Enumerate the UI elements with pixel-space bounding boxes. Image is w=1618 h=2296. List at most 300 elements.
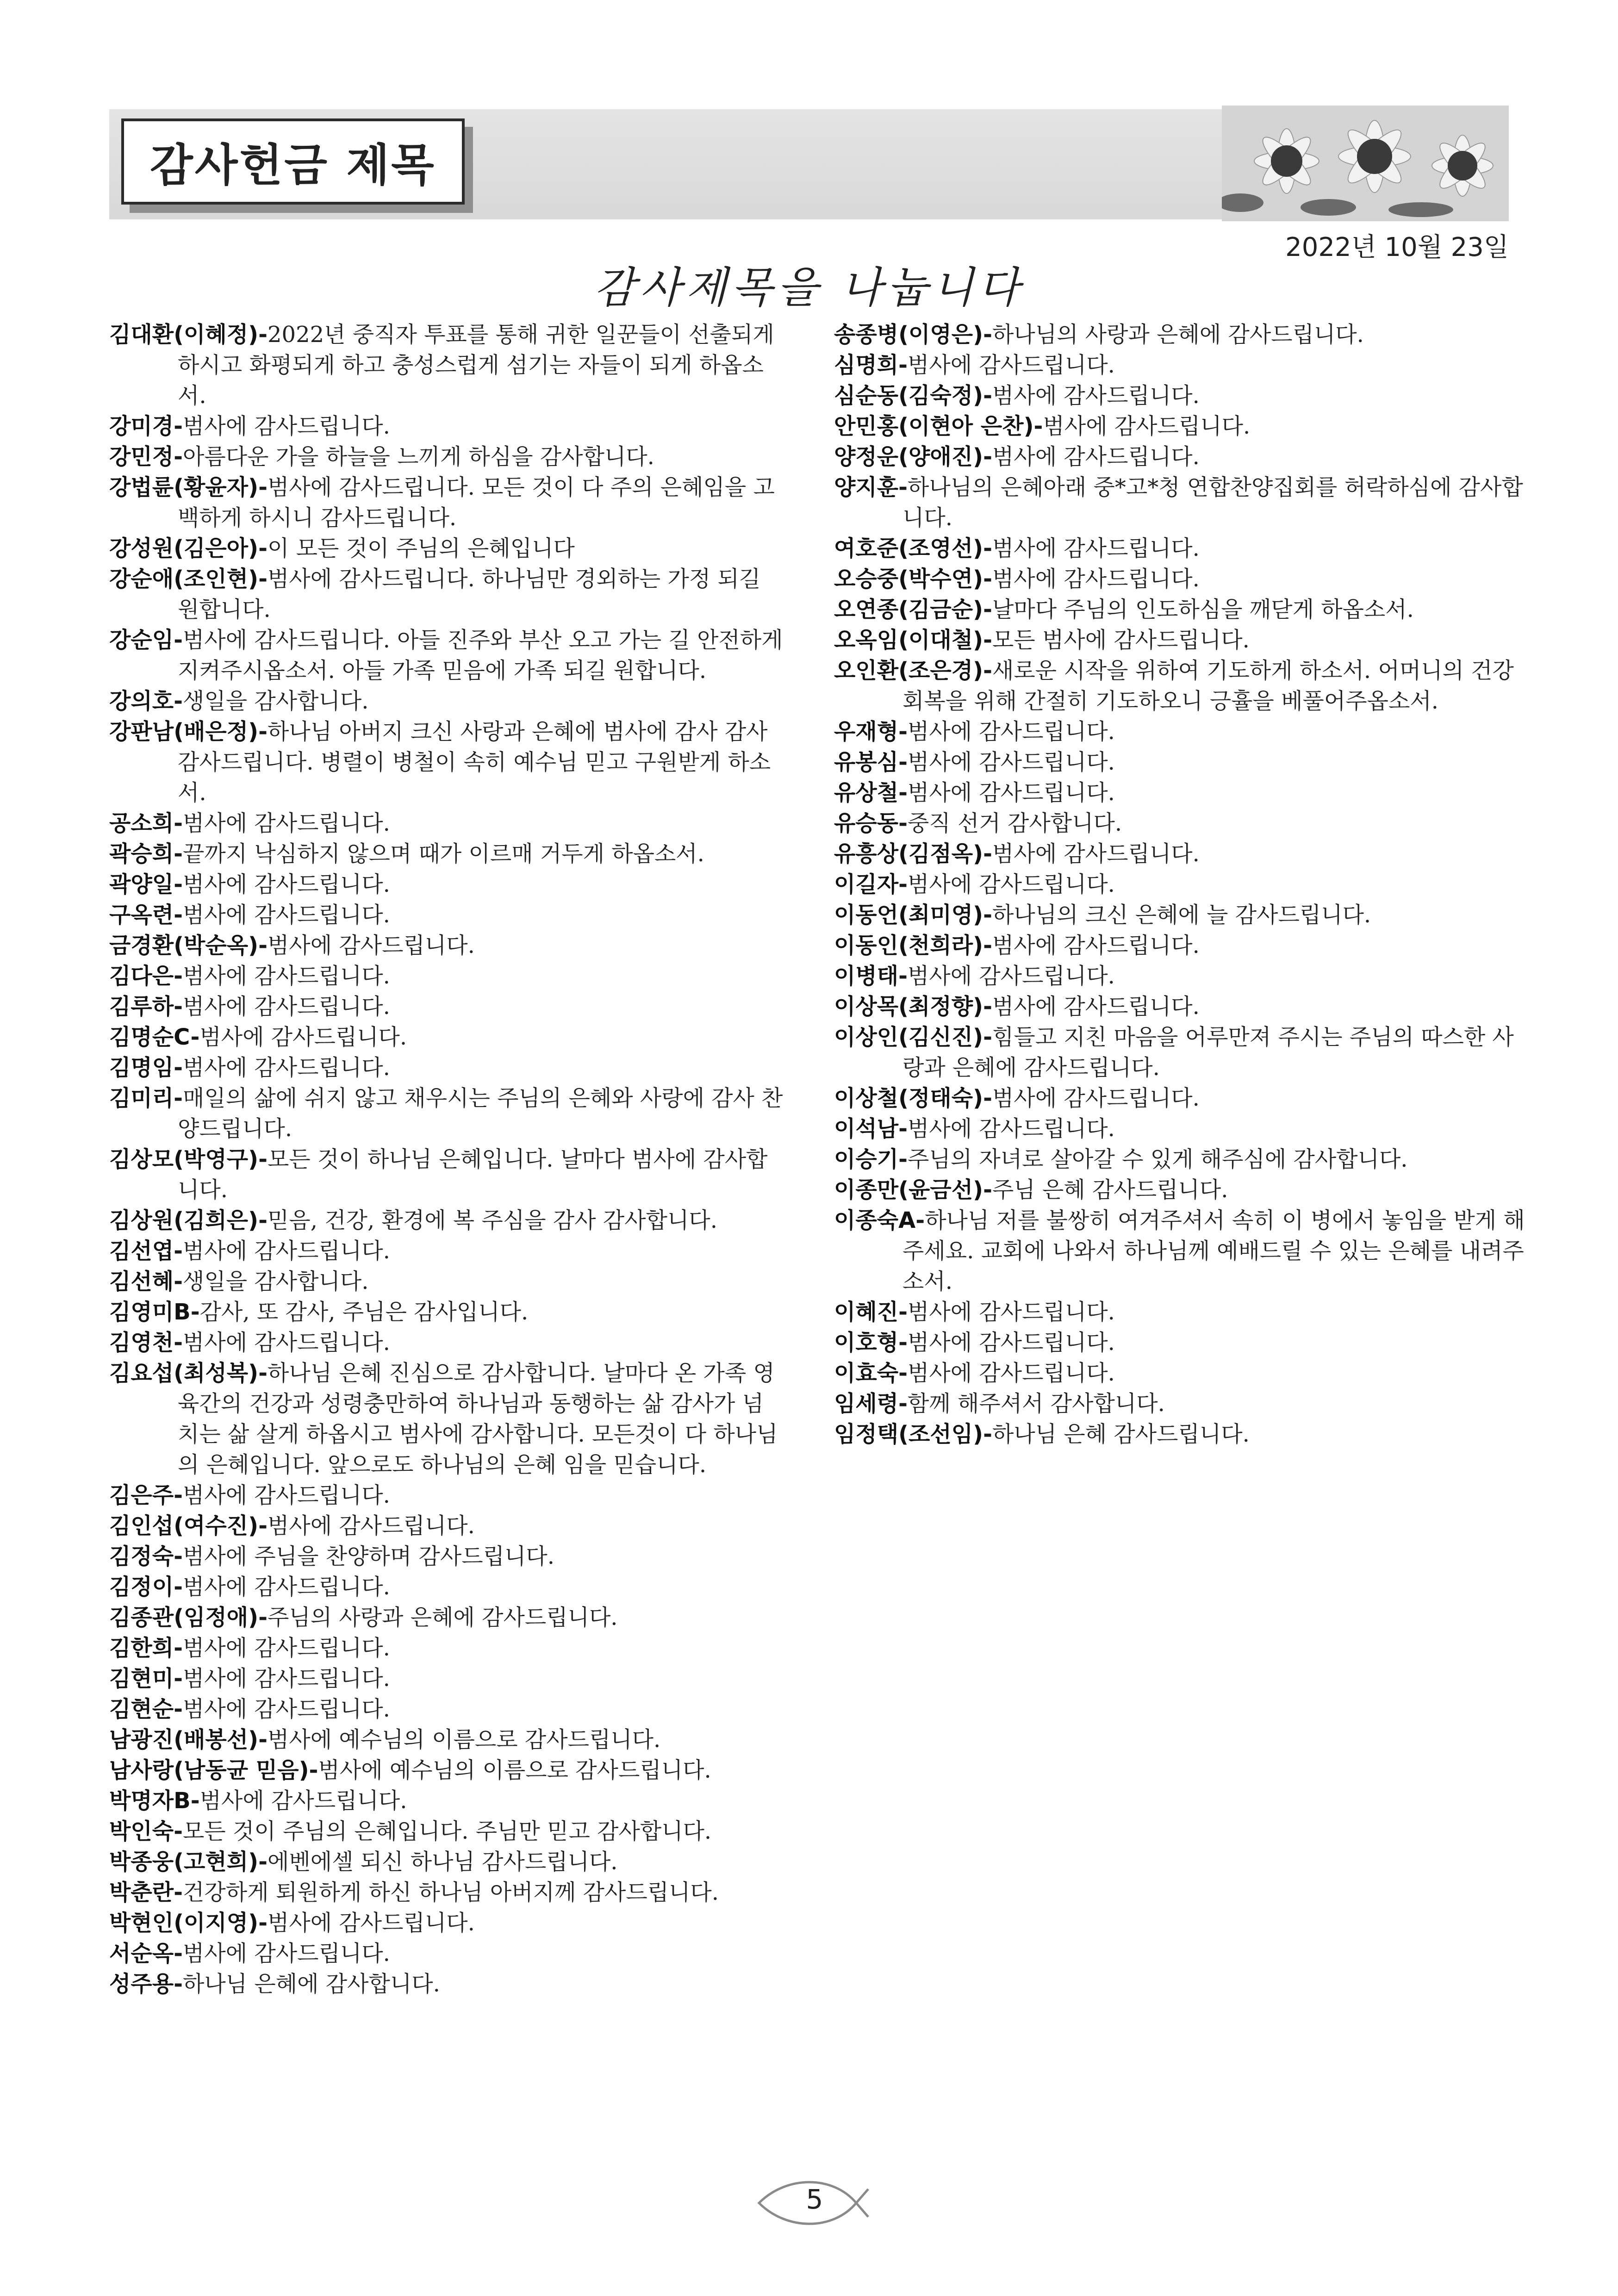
thanksgiving-message: 범사에 감사드립니다.: [183, 871, 390, 897]
donor-name: 김한희: [109, 1635, 174, 1661]
separator: -: [190, 1788, 200, 1814]
offering-entry: [109, 1847, 785, 1877]
donor-name: 김명순C: [109, 1024, 191, 1050]
donor-name: 심순동(김숙정): [834, 383, 983, 409]
thanksgiving-message: 주님의 사랑과 은혜에 감사드립니다.: [268, 1605, 618, 1630]
donor-name: 오승중(박수연): [834, 566, 983, 592]
offering-entry: [109, 533, 785, 564]
thanksgiving-message: 범사에 감사드립니다.: [908, 1330, 1115, 1356]
separator: -: [258, 719, 268, 745]
separator: -: [898, 810, 908, 836]
thanksgiving-message: 범사에 예수님의 이름으로 감사드립니다.: [318, 1757, 711, 1783]
offering-entry: [834, 930, 1528, 961]
issue-date: 2022년 10월 23일: [1285, 232, 1509, 262]
offering-entry: [109, 1236, 785, 1266]
offering-entry: [109, 1297, 785, 1327]
offering-entry: [834, 778, 1528, 808]
offering-entry: [109, 411, 785, 442]
offering-entry: [834, 1297, 1528, 1327]
thanksgiving-message: 범사에 감사드립니다.: [183, 994, 390, 1020]
separator: -: [174, 1696, 183, 1722]
thanksgiving-message: 범사에 감사드립니다.: [992, 1085, 1200, 1111]
separator: -: [258, 1360, 268, 1386]
donor-name: 박인숙: [109, 1818, 174, 1844]
offering-entry: [834, 1114, 1528, 1144]
separator: -: [983, 933, 993, 958]
thanksgiving-message: 범사에 감사드립니다.: [183, 413, 390, 439]
separator: -: [258, 322, 268, 348]
donor-name: 김인섭(여수진): [109, 1513, 259, 1539]
thanksgiving-message: 범사에 감사드립니다.: [908, 719, 1115, 745]
thanksgiving-message: 새로운 시작을 위하여 기도하게 하소서. 어머니의 건강 회복을 위해 간절히 기도하오니 긍휼을 베풀어주옵소서.: [902, 658, 1514, 714]
offering-entry: [834, 380, 1528, 411]
donor-name: 이효숙: [834, 1360, 899, 1386]
right-column: [834, 319, 1528, 1450]
donor-name: 서순옥: [109, 1941, 174, 1966]
offering-entry: [834, 869, 1528, 900]
offering-entry: [109, 1480, 785, 1511]
donor-name: 유봉심: [834, 749, 899, 775]
offering-entry: [109, 1816, 785, 1847]
separator: -: [258, 1513, 268, 1539]
donor-name: 김다은: [109, 963, 174, 989]
offering-entry: [834, 716, 1528, 747]
thanksgiving-message: 범사에 감사드립니다.: [908, 1299, 1115, 1325]
offering-entry: [834, 564, 1528, 594]
donor-name: 곽양일: [109, 871, 174, 897]
thanksgiving-message: 범사에 감사드립니다.: [1043, 413, 1251, 439]
separator: -: [983, 535, 993, 561]
separator: -: [174, 841, 183, 867]
thanksgiving-message: 감사, 또 감사, 주님은 감사입니다.: [199, 1299, 529, 1325]
donor-name: 김현미: [109, 1666, 174, 1692]
thanksgiving-message: 범사에 감사드립니다.: [183, 1055, 390, 1081]
offering-entry: [834, 594, 1528, 625]
thanksgiving-message: 범사에 감사드립니다. 하나님만 경외하는 가정 되길 원합니다.: [178, 566, 761, 622]
thanksgiving-message: 주님 은혜 감사드립니다.: [992, 1177, 1228, 1203]
offering-entry: [834, 533, 1528, 564]
offering-entry: [109, 961, 785, 991]
separator: -: [258, 933, 268, 958]
offering-entry: [109, 1205, 785, 1236]
donor-name: 유흥상(김점옥): [834, 841, 983, 867]
donor-name: 양정운(양애진): [834, 444, 983, 470]
separator: -: [174, 1666, 183, 1692]
offering-entry: [109, 900, 785, 930]
offering-entry: [109, 1786, 785, 1816]
offering-entry: [834, 319, 1528, 350]
thanksgiving-message: 범사에 감사드립니다.: [268, 933, 475, 958]
donor-name: 강의호: [109, 688, 174, 714]
offering-entry: [109, 1572, 785, 1602]
donor-name: 강순임: [109, 627, 174, 653]
thanksgiving-message: 모든 것이 하나님 은혜입니다. 날마다 범사에 감사합니다.: [178, 1146, 768, 1203]
offering-entry: [109, 1052, 785, 1083]
offering-entry: [109, 1663, 785, 1694]
thanksgiving-message: 범사에 감사드립니다.: [992, 444, 1200, 470]
thanksgiving-message: 범사에 감사드립니다.: [992, 841, 1200, 867]
separator: -: [174, 1635, 183, 1661]
separator: -: [174, 688, 183, 714]
section-title-box: [121, 118, 465, 205]
separator: -: [190, 1024, 200, 1050]
donor-name: 박종웅(고현희): [109, 1849, 259, 1875]
separator: -: [309, 1757, 318, 1783]
offering-entry: [109, 1327, 785, 1358]
offering-entry: [109, 319, 785, 411]
thanksgiving-message: 모든 범사에 감사드립니다.: [992, 627, 1250, 653]
separator: -: [898, 1116, 908, 1142]
separator: -: [190, 1299, 200, 1325]
donor-name: 강법륜(황윤자): [109, 474, 259, 500]
thanksgiving-message: 범사에 감사드립니다.: [183, 1482, 390, 1508]
thanksgiving-message: 중직 선거 감사합니다.: [908, 810, 1122, 836]
thanksgiving-message: 범사에 감사드립니다.: [199, 1788, 407, 1814]
donor-name: 구옥련: [109, 902, 174, 928]
separator: -: [174, 1543, 183, 1569]
offering-entry: [834, 442, 1528, 472]
thanksgiving-message: 범사에 감사드립니다.: [183, 1574, 390, 1600]
offering-entry: [834, 655, 1528, 716]
offering-entry: [834, 411, 1528, 442]
offering-entry: [109, 808, 785, 839]
offering-entry: [109, 1602, 785, 1633]
offering-entry: [834, 747, 1528, 778]
separator: -: [915, 1207, 925, 1233]
offering-entry: [109, 1969, 785, 1999]
separator: -: [898, 871, 908, 897]
donor-name: 박춘란: [109, 1879, 174, 1905]
donor-name: 금경환(박순옥): [109, 933, 259, 958]
separator: -: [983, 841, 993, 867]
donor-name: 박현인(이지영): [109, 1910, 259, 1936]
thanksgiving-message: 끝까지 낙심하지 않으며 때가 이르매 거두게 하옵소서.: [183, 841, 704, 867]
offering-entry: [109, 472, 785, 533]
donor-name: 여호준(조영선): [834, 535, 983, 561]
offering-entry: [109, 1511, 785, 1541]
separator: -: [174, 1330, 183, 1356]
donor-name: 강민정: [109, 444, 174, 470]
donor-name: 이종만(윤금선): [834, 1177, 983, 1203]
thanksgiving-message: 매일의 삶에 쉬지 않고 채우시는 주님의 은혜와 사랑에 감사 찬양드립니다.: [178, 1085, 783, 1142]
separator: -: [898, 1330, 908, 1356]
separator: -: [1033, 413, 1043, 439]
separator: -: [983, 994, 993, 1020]
donor-name: 김상모(박영구): [109, 1146, 259, 1172]
donor-name: 유상철: [834, 780, 899, 806]
thanksgiving-message: 힘들고 지친 마음을 어루만져 주시는 주님의 따스한 사랑과 은혜에 감사드립니다.: [902, 1024, 1514, 1081]
donor-name: 이석남: [834, 1116, 899, 1142]
donor-name: 임정택(조선임): [834, 1421, 983, 1447]
thanksgiving-message: 에벤에셀 되신 하나님 감사드립니다.: [268, 1849, 618, 1875]
offering-entry: [109, 930, 785, 961]
offering-entry: [109, 1633, 785, 1663]
donor-name: 김선엽: [109, 1238, 174, 1264]
thanksgiving-message: 하나님 은혜에 감사합니다.: [183, 1971, 440, 1997]
separator: -: [174, 994, 183, 1020]
thanksgiving-message: 범사에 예수님의 이름으로 감사드립니다.: [268, 1727, 661, 1753]
thanksgiving-message: 생일을 감사합니다.: [183, 1269, 369, 1294]
offering-entry: [109, 686, 785, 716]
separator: -: [258, 535, 268, 561]
thanksgiving-message: 범사에 감사드립니다.: [183, 1238, 390, 1264]
separator: -: [174, 413, 183, 439]
donor-name: 오인환(조은경): [834, 658, 983, 684]
donor-name: 강미경: [109, 413, 174, 439]
offering-entry: [109, 716, 785, 808]
separator: -: [174, 1879, 183, 1905]
donor-name: 김미리: [109, 1085, 174, 1111]
thanksgiving-message: 범사에 감사드립니다.: [183, 1941, 390, 1966]
thanksgiving-message: 범사에 감사드립니다.: [908, 871, 1115, 897]
offering-entry: [109, 1938, 785, 1969]
thanksgiving-message: 2022년 중직자 투표를 통해 귀한 일꾼들이 선출되게 하시고 화평되게 하고 충성스럽게 섬기는 자들이 되게 하옵소서.: [178, 322, 774, 409]
separator: -: [258, 1727, 268, 1753]
donor-name: 김은주: [109, 1482, 174, 1508]
page-number: 5: [806, 2184, 823, 2215]
thanksgiving-message: 범사에 감사드립니다.: [908, 963, 1115, 989]
thanksgiving-message: 생일을 감사합니다.: [183, 688, 369, 714]
separator: -: [983, 597, 993, 622]
separator: -: [174, 627, 183, 653]
separator: -: [174, 444, 183, 470]
separator: -: [174, 1269, 183, 1294]
offering-entry: [834, 991, 1528, 1022]
thanksgiving-message: 하나님의 사랑과 은혜에 감사드립니다.: [992, 322, 1364, 348]
thanksgiving-message: 함께 해주셔서 감사합니다.: [908, 1391, 1165, 1417]
thanksgiving-message: 범사에 감사드립니다.: [908, 749, 1115, 775]
donor-name: 이상목(최정향): [834, 994, 983, 1020]
offering-entry: [834, 839, 1528, 869]
donor-name: 공소희: [109, 810, 174, 836]
thanksgiving-message: 모든 것이 주님의 은혜입니다. 주님만 믿고 감사합니다.: [183, 1818, 712, 1844]
donor-name: 심명희: [834, 352, 899, 378]
separator: -: [898, 1146, 908, 1172]
donor-name: 이상철(정태숙): [834, 1085, 983, 1111]
thanksgiving-message: 하나님 아버지 크신 사랑과 은혜에 범사에 감사 감사 감사드립니다. 병렬이 병철이 속히 예수님 믿고 구원받게 하소서.: [178, 719, 771, 806]
donor-name: 김요섭(최성복): [109, 1360, 259, 1386]
donor-name: 송종병(이영은): [834, 322, 983, 348]
offering-entry: [834, 625, 1528, 655]
offering-entry: [109, 1908, 785, 1938]
separator: -: [898, 1299, 908, 1325]
separator: -: [898, 780, 908, 806]
thanksgiving-message: 범사에 감사드립니다.: [908, 780, 1115, 806]
offering-entry: [109, 564, 785, 625]
separator: -: [983, 444, 993, 470]
separator: -: [983, 1421, 993, 1447]
donor-name: 임세령: [834, 1391, 899, 1417]
thanksgiving-message: 하나님의 은혜아래 중*고*청 연합찬양집회를 허락하심에 감사합니다.: [902, 474, 1523, 531]
offering-entry: [834, 1083, 1528, 1114]
donor-name: 김대환(이혜정): [109, 322, 259, 348]
handwritten-subtitle: 감사제목을 나눕니다: [594, 263, 1024, 312]
offering-entry: [834, 1327, 1528, 1358]
donor-name: 이승기: [834, 1146, 899, 1172]
donor-name: 김루하: [109, 994, 174, 1020]
separator: -: [983, 1024, 993, 1050]
separator: -: [174, 1818, 183, 1844]
separator: -: [898, 963, 908, 989]
thanksgiving-message: 범사에 감사드립니다.: [992, 994, 1200, 1020]
thanksgiving-message: 건강하게 퇴원하게 하신 하나님 아버지께 감사드립니다.: [183, 1879, 719, 1905]
thanksgiving-message: 범사에 감사드립니다.: [199, 1024, 407, 1050]
separator: -: [258, 1207, 268, 1233]
donor-name: 이혜진: [834, 1299, 899, 1325]
separator: -: [174, 871, 183, 897]
thanksgiving-message: 하나님 은혜 감사드립니다.: [992, 1421, 1250, 1447]
thanksgiving-message: 범사에 감사드립니다.: [183, 1635, 390, 1661]
donor-name: 김선혜: [109, 1269, 174, 1294]
thanksgiving-message: 범사에 감사드립니다.: [183, 902, 390, 928]
donor-name: 김정숙: [109, 1543, 174, 1569]
donor-name: 이호형: [834, 1330, 899, 1356]
thanksgiving-message: 이 모든 것이 주님의 은혜입니다: [268, 535, 575, 561]
offering-entry: [834, 472, 1528, 533]
separator: -: [258, 1605, 268, 1630]
thanksgiving-message: 범사에 감사드립니다.: [992, 383, 1200, 409]
thanksgiving-message: 범사에 감사드립니다.: [183, 1666, 390, 1692]
offering-entry: [109, 1541, 785, 1572]
donor-name: 이상인(김신진): [834, 1024, 983, 1050]
donor-name: 오옥임(이대철): [834, 627, 983, 653]
offering-entry: [109, 869, 785, 900]
thanksgiving-message: 범사에 감사드립니다.: [183, 1330, 390, 1356]
donor-name: 이병태: [834, 963, 899, 989]
donor-name: 이종숙A: [834, 1207, 916, 1233]
donor-name: 유승동: [834, 810, 899, 836]
thanksgiving-message: 범사에 감사드립니다.: [183, 810, 390, 836]
separator: -: [898, 474, 908, 500]
offering-entry: [109, 1144, 785, 1205]
separator: -: [898, 1391, 908, 1417]
thanksgiving-message: 범사에 감사드립니다.: [268, 1910, 475, 1936]
donor-name: 이길자: [834, 871, 899, 897]
donor-name: 김상원(김희은): [109, 1207, 259, 1233]
thanksgiving-message: 범사에 감사드립니다.: [908, 352, 1115, 378]
offering-entry: [109, 1358, 785, 1480]
offering-entry: [834, 350, 1528, 380]
offering-entry: [109, 1877, 785, 1908]
thanksgiving-message: 범사에 감사드립니다.: [268, 1513, 475, 1539]
donor-name: 김종관(임정애): [109, 1605, 259, 1630]
offering-entry: [109, 1755, 785, 1786]
offering-entry: [109, 991, 785, 1022]
donor-name: 이동언(최미영): [834, 902, 983, 928]
separator: -: [174, 902, 183, 928]
separator: -: [983, 1085, 993, 1111]
thanksgiving-message: 날마다 주님의 인도하심을 깨닫게 하옵소서.: [992, 597, 1414, 622]
sunflower-illustration: [1222, 106, 1509, 221]
thanksgiving-message: 하나님 은혜 진심으로 감사합니다. 날마다 온 가족 영육간의 건강과 성령충만하여 하나님과 동행하는 삶 감사가 넘치는 삶 살게 하옵시고 범사에 감사합니다. 모든것이 다 하나님의 은혜입니다. 앞으로도 하나님의 은혜 임을 믿습니다.: [178, 1360, 778, 1478]
separator: -: [174, 1055, 183, 1081]
separator: -: [174, 1941, 183, 1966]
separator: -: [258, 1146, 268, 1172]
offering-entry: [834, 808, 1528, 839]
separator: -: [174, 810, 183, 836]
separator: -: [983, 566, 993, 592]
separator: -: [983, 658, 993, 684]
thanksgiving-message: 범사에 감사드립니다.: [908, 1116, 1115, 1142]
separator: -: [258, 1910, 268, 1936]
donor-name: 김영미B: [109, 1299, 191, 1325]
separator: -: [983, 627, 993, 653]
thanksgiving-message: 범사에 감사드립니다. 아들 진주와 부산 오고 가는 길 안전하게 지켜주시옵소서. 아들 가족 믿음에 가족 되길 원합니다.: [178, 627, 783, 684]
thanksgiving-message: 하나님 저를 불쌍히 여겨주셔서 속히 이 병에서 놓임을 받게 해 주세요. 교회에 나와서 하나님께 예배드릴 수 있는 은혜를 내려주소서.: [902, 1207, 1525, 1294]
separator: -: [174, 1971, 183, 1997]
offering-entry: [109, 839, 785, 869]
separator: -: [258, 1849, 268, 1875]
separator: -: [898, 749, 908, 775]
donor-name: 안민홍(이현아 은찬): [834, 413, 1034, 439]
separator: -: [174, 1574, 183, 1600]
offering-entry: [109, 625, 785, 686]
separator: -: [898, 1360, 908, 1386]
thanksgiving-message: 범사에 주님을 찬양하며 감사드립니다.: [183, 1543, 554, 1569]
thanksgiving-message: 믿음, 건강, 환경에 복 주심을 감사 감사합니다.: [268, 1207, 717, 1233]
thanksgiving-message: 아름다운 가을 하늘을 느끼게 하심을 감사합니다.: [183, 444, 654, 470]
thanksgiving-message: 범사에 감사드립니다.: [183, 1696, 390, 1722]
donor-name: 남사랑(남동균 믿음): [109, 1757, 309, 1783]
offering-entry: [834, 1388, 1528, 1419]
thanksgiving-message: 범사에 감사드립니다.: [908, 1360, 1115, 1386]
offering-entry: [834, 1144, 1528, 1175]
offering-entry: [109, 1083, 785, 1144]
separator: -: [258, 566, 268, 592]
thanksgiving-message: 하나님의 크신 은혜에 늘 감사드립니다.: [992, 902, 1371, 928]
offering-entry: [109, 1022, 785, 1052]
separator: -: [174, 1482, 183, 1508]
donor-name: 성주용: [109, 1971, 174, 1997]
donor-name: 곽승희: [109, 841, 174, 867]
donor-name: 양지훈: [834, 474, 899, 500]
separator: -: [983, 902, 993, 928]
offering-entry: [834, 1175, 1528, 1205]
separator: -: [983, 322, 993, 348]
thanksgiving-message: 범사에 감사드립니다.: [992, 933, 1200, 958]
thanksgiving-message: 범사에 감사드립니다.: [183, 963, 390, 989]
offering-entry: [109, 442, 785, 472]
donor-name: 남광진(배봉선): [109, 1727, 259, 1753]
donor-name: 오연종(김금순): [834, 597, 983, 622]
offering-entry: [834, 1358, 1528, 1388]
separator: -: [174, 963, 183, 989]
separator: -: [258, 474, 268, 500]
thanksgiving-message: 범사에 감사드립니다.: [992, 566, 1200, 592]
donor-name: 강성원(김은아): [109, 535, 259, 561]
separator: -: [174, 1238, 183, 1264]
separator: -: [983, 383, 993, 409]
donor-name: 김명임: [109, 1055, 174, 1081]
thanksgiving-message: 주님의 자녀로 살아갈 수 있게 해주심에 감사합니다.: [908, 1146, 1408, 1172]
donor-name: 김정이: [109, 1574, 174, 1600]
separator: -: [898, 719, 908, 745]
donor-name: 김영천: [109, 1330, 174, 1356]
offering-entry: [834, 1022, 1528, 1083]
separator: -: [898, 352, 908, 378]
offering-entry: [834, 961, 1528, 991]
offering-entry: [834, 1419, 1528, 1450]
separator: -: [983, 1177, 993, 1203]
donor-name: 이동인(천희라): [834, 933, 983, 958]
donor-name: 김현순: [109, 1696, 174, 1722]
donor-name: 박명자B: [109, 1788, 191, 1814]
offering-entry: [834, 1205, 1528, 1297]
thanksgiving-message: 범사에 감사드립니다.: [992, 535, 1200, 561]
section-title: 감사헌금 제목: [150, 139, 436, 191]
offering-entry: [109, 1694, 785, 1724]
offering-entry: [109, 1724, 785, 1755]
